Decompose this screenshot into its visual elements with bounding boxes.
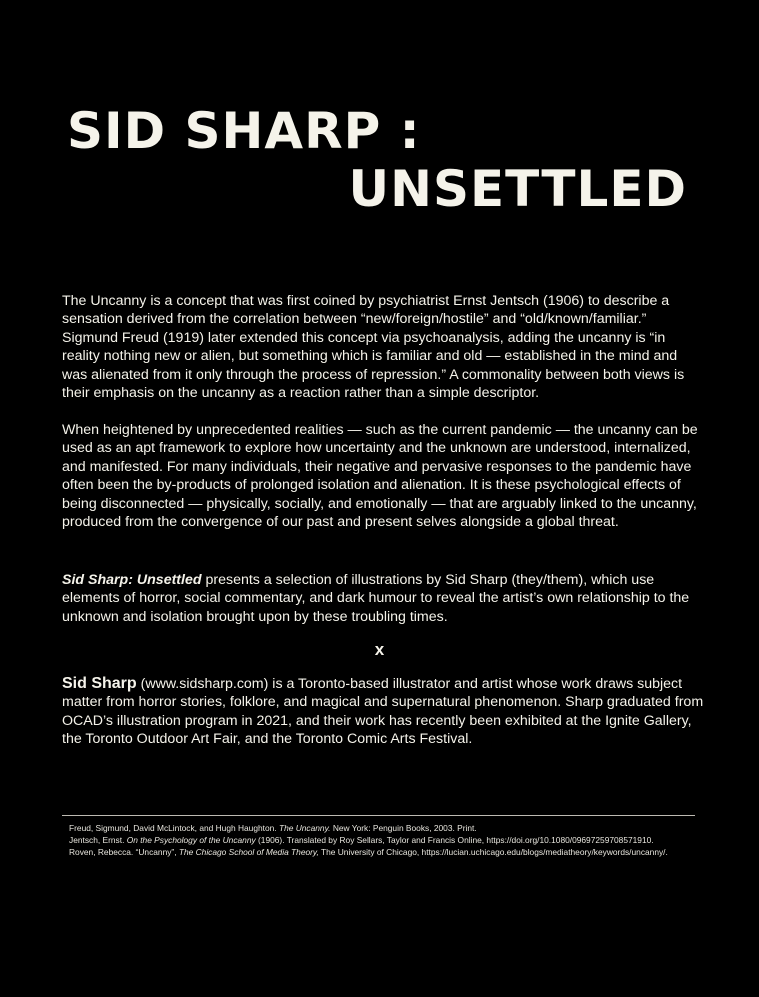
page-title-line-2: UNSETTLED bbox=[348, 160, 687, 218]
reference-jentsch bbox=[69, 835, 699, 846]
reference-text: (1906). Translated by Roy Sellars, Taylor and Francis Online, https://doi.org/10.1080/09697259708571910. bbox=[255, 835, 654, 845]
exhibition-paragraph bbox=[62, 571, 704, 626]
exhibition-description: presents a selection of illustrations by Sid Sharp (they/them), which use elements of horror, social commentary, and dark humour to reveal the artist’s own relationship to the unknown and isolation brought upon by these troubling times. bbox=[62, 572, 690, 625]
artist-bio: (www.sidsharp.com) is a Toronto-based illustrator and artist whose work draws subject matter from horror stories, folklore, and magical and supernatural phenomenon. Sharp graduated from OCAD’s illustration program in 2021, and their work has recently been exhibited at the Ignite Gallery, the Toronto Outdoor Art Fair, and the Toronto Comic Arts Festival. bbox=[62, 676, 704, 748]
reference-text: Freud, Sigmund, David McLintock, and Hugh Haughton. bbox=[69, 823, 279, 833]
reference-text: New York: Penguin Books, 2003. Print. bbox=[330, 823, 477, 833]
reference-text: Jentsch, Ernst. bbox=[69, 835, 127, 845]
reference-freud bbox=[69, 823, 699, 834]
artist-bio-paragraph bbox=[62, 675, 704, 749]
exhibition-title: Sid Sharp: Unsettled bbox=[62, 572, 202, 588]
reference-text: Roven, Rebecca. “Uncanny”, bbox=[69, 847, 179, 857]
references-list bbox=[69, 823, 699, 859]
footnote-rule bbox=[62, 815, 695, 816]
reference-title: On the Psychology of the Uncanny bbox=[126, 835, 256, 845]
artist-name: Sid Sharp bbox=[62, 675, 137, 692]
page-title-line-1: SID SHARP : bbox=[67, 102, 421, 160]
reference-roven bbox=[69, 847, 699, 858]
reference-title: The Uncanny. bbox=[278, 823, 331, 833]
reference-text: The University of Chicago, https://lucian.uchicago.edu/blogs/mediatheory/keywords/uncanny/. bbox=[318, 847, 668, 857]
reference-title: The Chicago School of Media Theory, bbox=[178, 847, 319, 857]
intro-paragraph: The Uncanny is a concept that was first coined by psychiatrist Ernst Jentsch (1906) to describe a sensation derived from the correlation between “new/foreign/hostile” and “old/known/familiar.” Sigmund Freud (1919) later extended this concept via psychoanalysis, adding the uncanny is “in reality nothing new or alien, but something which is familiar and old — established in the mind and was alienated from it only through the process of repression.” A commonality between both views is their emphasis on the uncanny as a reaction rather than a simple descriptor. bbox=[62, 293, 685, 402]
pandemic-paragraph: When heightened by unprecedented realities — such as the current pandemic — the uncanny can be used as an apt framework to explore how uncertainty and the unknown are understood, internalized, and manifested. For many individuals, their negative and pervasive responses to the pandemic have often been the by-products of prolonged isolation and alienation. It is these psychological effects of being disconnected — physically, socially, and emotionally — that are arguably linked to the uncanny, produced from the convergence of our past and present selves alongside a global threat. bbox=[62, 422, 698, 531]
section-divider: x bbox=[374, 640, 385, 659]
